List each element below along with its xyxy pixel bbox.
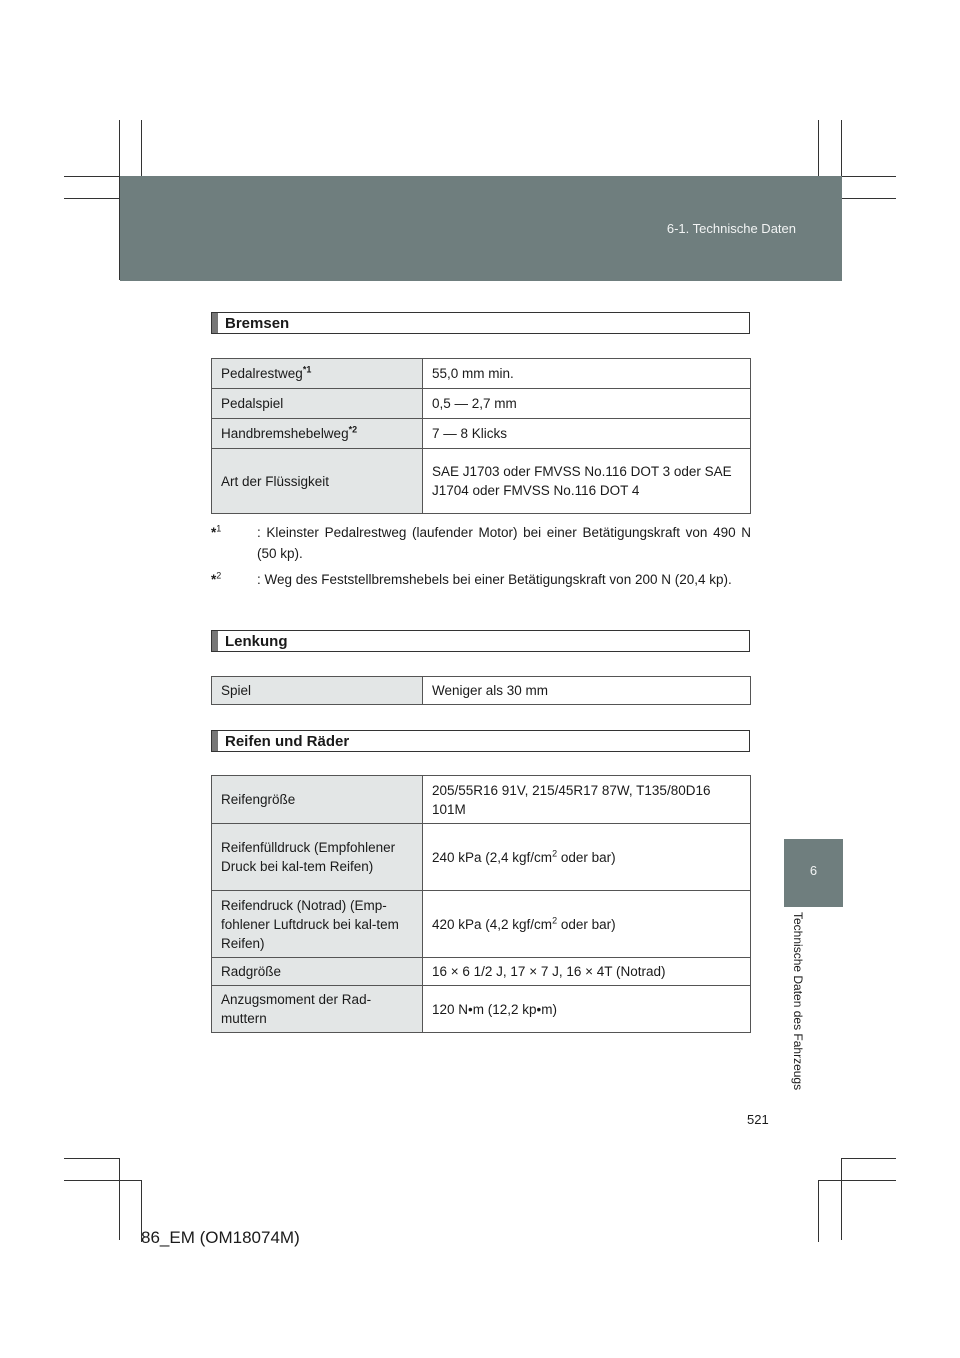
row-value: 120 N•m (12,2 kp•m) — [423, 986, 751, 1033]
footnote-2 — [211, 569, 751, 590]
row-key: Handbremshebelweg$^{*2}$ — [212, 419, 423, 449]
footnote-1 — [211, 522, 751, 564]
crop-mark — [119, 1158, 120, 1240]
chapter-number: 6 — [809, 863, 818, 878]
section-heading-tires — [211, 730, 750, 752]
row-key: Reifenfülldruck (Empfohlener Druck bei kal-tem Reifen) — [212, 824, 423, 891]
table-row — [212, 419, 751, 449]
table-row — [212, 824, 751, 891]
heading-text: Lenkung — [225, 633, 288, 650]
heading-text: Bremsen — [225, 315, 290, 332]
footnote-text: : Weg des Feststellbremshebels bei einer Betätigungskraft von 200 N (20,4 kp). — [257, 572, 732, 587]
table-row — [212, 891, 751, 958]
table-row — [212, 389, 751, 419]
footnote-mark: *$^2$ — [211, 570, 222, 587]
row-value: 240 kPa (2,4 kgf/$cm^2$ oder bar) — [423, 824, 751, 891]
chapter-title: Technische Daten des Fahrzeugs — [791, 912, 805, 1091]
crop-mark — [64, 1158, 120, 1159]
row-key: Art der Flüssigkeit — [212, 449, 423, 514]
row-value: 55,0 mm min. — [423, 359, 751, 389]
document-code: 86_EM (OM18074M) — [141, 1228, 300, 1247]
footnote-mark: *$^1$ — [211, 523, 222, 540]
section-heading-brakes — [211, 312, 750, 334]
row-value: 7 — 8 Klicks — [423, 419, 751, 449]
crop-mark — [842, 198, 896, 199]
chapter-tab — [784, 839, 843, 907]
row-key: Reifendruck (Notrad) (Emp-fohlener Luftdruck bei kal-tem Reifen) — [212, 891, 423, 958]
row-value: 16 × 6 1/2 J, 17 × 7 J, 16 × 4T (Notrad) — [423, 958, 751, 986]
table-row — [212, 958, 751, 986]
heading-accent — [212, 313, 218, 333]
table-row — [212, 359, 751, 389]
row-value: Weniger als 30 mm — [423, 677, 751, 705]
section-heading-steering — [211, 630, 750, 652]
row-value: 205/55R16 91V, 215/45R17 87W, T135/80D16 101M — [423, 776, 751, 824]
row-key: Pedalspiel — [212, 389, 423, 419]
row-key: Spiel — [212, 677, 423, 705]
heading-accent — [212, 631, 218, 651]
row-key: Radgröße — [212, 958, 423, 986]
tires-table — [211, 775, 751, 1033]
heading-accent — [212, 731, 218, 751]
crop-mark — [841, 1158, 842, 1240]
crop-mark — [64, 198, 120, 199]
table-row — [212, 776, 751, 824]
table-row — [212, 986, 751, 1033]
page-header — [120, 176, 842, 281]
heading-text: Reifen und Räder — [225, 733, 350, 750]
steering-table — [211, 676, 751, 705]
crop-mark — [64, 1180, 142, 1181]
section-title: 6-1. Technische Daten — [666, 221, 796, 236]
table-row — [212, 449, 751, 514]
row-key: Pedalrestweg$^{*1}$ — [212, 359, 423, 389]
row-key: Reifengröße — [212, 776, 423, 824]
footnote-text: : Kleinster Pedalrestweg (laufender Motor) bei einer Betätigungskraft von 490 N (50 kp). — [257, 525, 751, 561]
brakes-table — [211, 358, 751, 514]
crop-mark — [818, 1180, 896, 1181]
row-value: 420 kPa (4,2 kgf/$cm^2$ oder bar) — [423, 891, 751, 958]
row-value: 0,5 — 2,7 mm — [423, 389, 751, 419]
row-value: SAE J1703 oder FMVSS No.116 DOT 3 oder SAE J1704 oder FMVSS No.116 DOT 4 — [423, 449, 751, 514]
page-number: 521 — [747, 1112, 769, 1127]
crop-mark — [841, 1158, 896, 1159]
table-row — [212, 677, 751, 705]
crop-mark — [818, 1180, 819, 1242]
row-key: Anzugsmoment der Rad-muttern — [212, 986, 423, 1033]
